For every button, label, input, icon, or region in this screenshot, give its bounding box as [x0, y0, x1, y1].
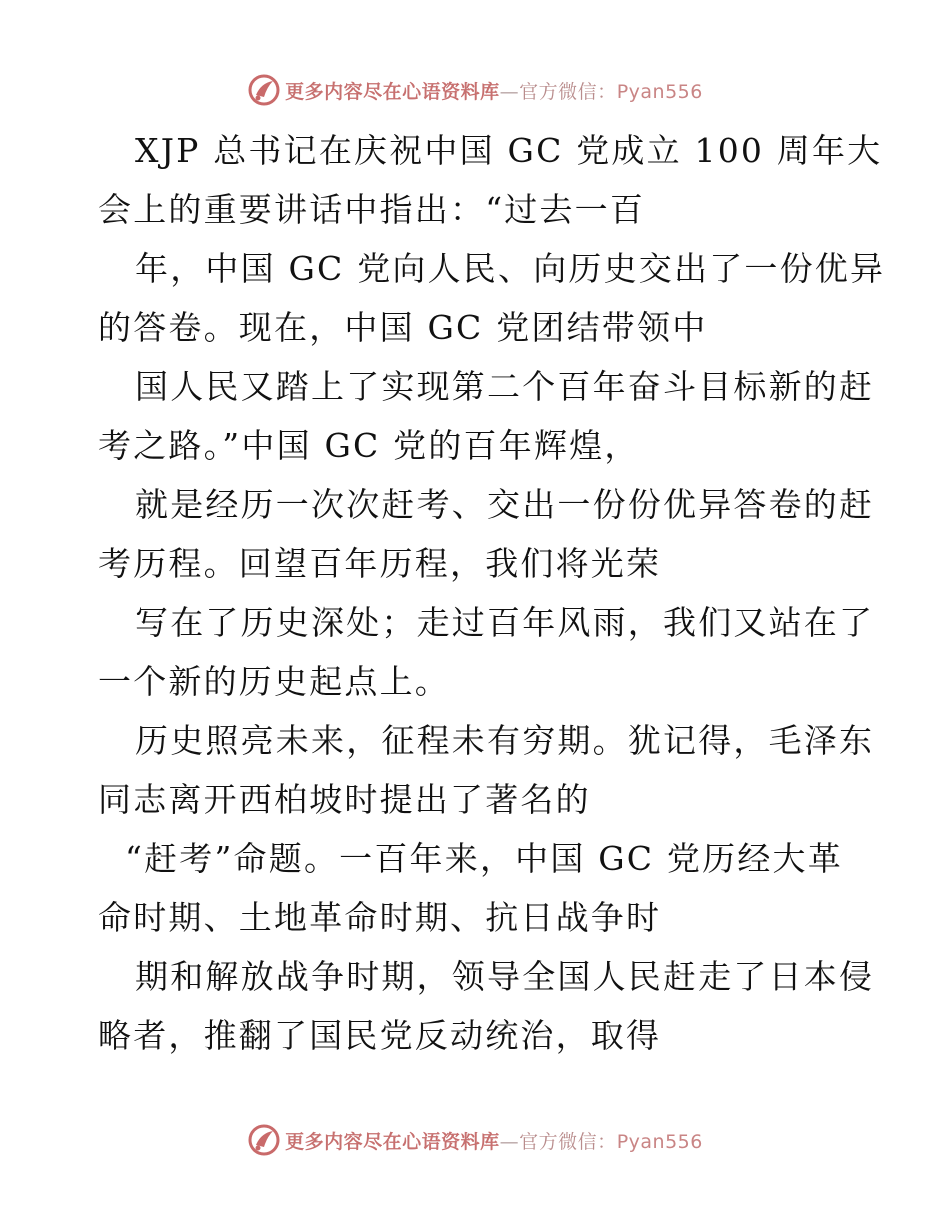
text-line: “赶考”命题。一百年来，中国 GC 党历经大革: [125, 839, 843, 878]
text-line: XJP 总书记在庆祝中国 GC 党成立 100 周年大: [135, 131, 883, 170]
text-line: 历史照亮未来，征程未有穷期。犹记得，毛泽东: [135, 721, 875, 760]
watermark-brand: 更多内容尽在心语资料库: [285, 1130, 500, 1153]
text-line: 略者，推翻了国民党反动统治，取得: [98, 1016, 662, 1055]
text-line: 的答卷。现在，中国 GC 党团结带领中: [98, 308, 708, 347]
text-line: 年，中国 GC 党向人民、向历史交出了一份优异: [135, 249, 886, 288]
text-line: 同志离开西柏坡时提出了著名的: [98, 780, 591, 819]
text-line: 会上的重要讲话中指出：“过去一百: [98, 190, 646, 229]
footer-watermark: [0, 1120, 950, 1160]
text-line: 一个新的历史起点上。: [98, 662, 450, 701]
brand-logo-icon: [247, 1123, 281, 1157]
header-watermark: [0, 70, 950, 110]
watermark-label: 官方微信：: [519, 1130, 617, 1153]
watermark-label: 官方微信：: [519, 80, 617, 103]
brand-logo-icon: [247, 73, 281, 107]
watermark-text: [285, 1127, 703, 1154]
text-line: 考历程。回望百年历程，我们将光荣: [98, 544, 662, 583]
text-line: 考之路。”中国 GC 党的百年辉煌，: [98, 426, 640, 465]
watermark-separator: —: [499, 1130, 520, 1153]
text-line: 就是经历一次次赶考、交出一份份优异答卷的赶: [135, 485, 875, 524]
watermark-separator: —: [499, 80, 520, 103]
text-line: 命时期、土地革命时期、抗日战争时: [98, 898, 662, 937]
watermark-brand: 更多内容尽在心语资料库: [285, 80, 500, 103]
text-line: 期和解放战争时期，领导全国人民赶走了日本侵: [135, 957, 875, 996]
text-line: 写在了历史深处；走过百年风雨，我们又站在了: [135, 603, 875, 642]
watermark-text: [285, 77, 703, 104]
watermark-account: Pyan556: [616, 80, 703, 103]
watermark-account: Pyan556: [616, 1130, 703, 1153]
text-line: 国人民又踏上了实现第二个百年奋斗目标新的赶: [135, 367, 875, 406]
